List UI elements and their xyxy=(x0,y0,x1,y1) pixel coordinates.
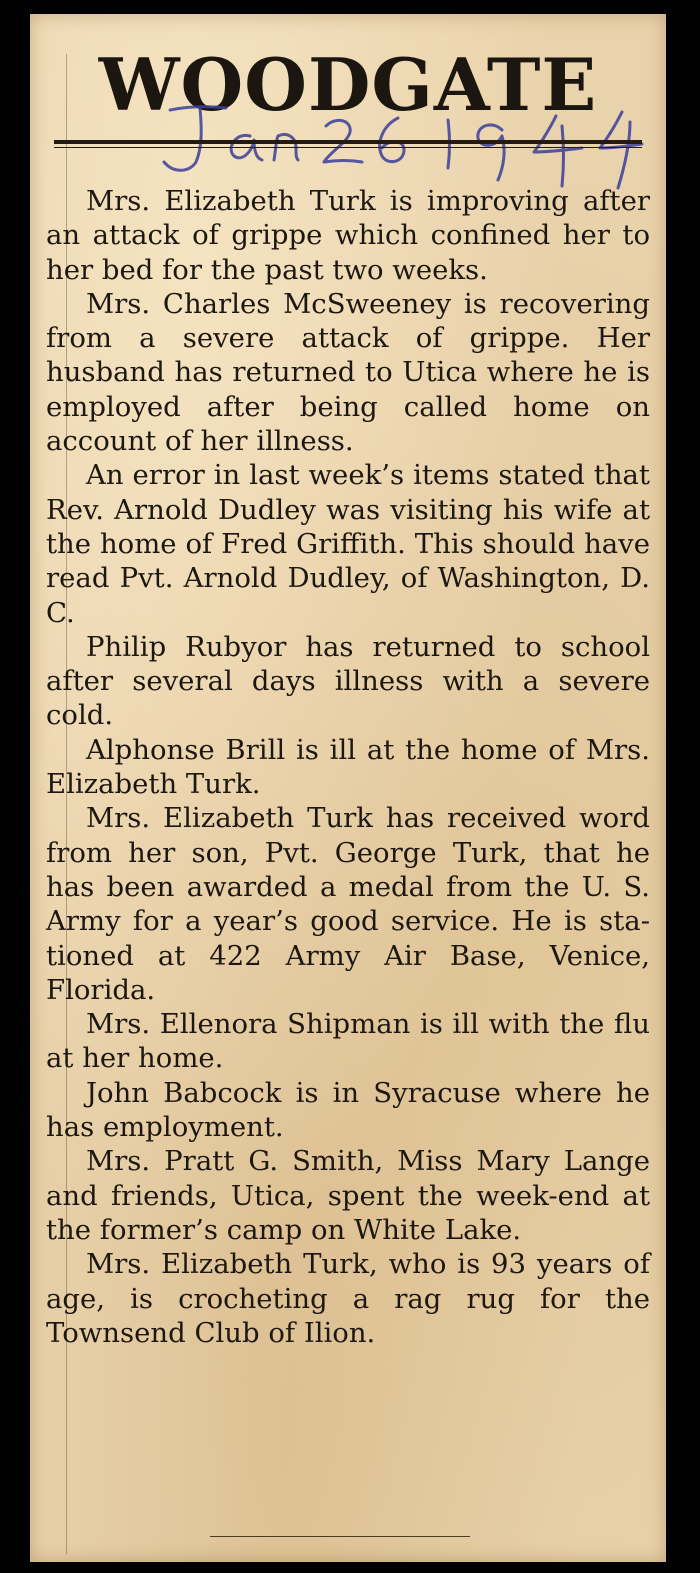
news-column xyxy=(46,184,650,1350)
news-item-5: Alphonse Brill is ill at the home of Mrs. Elizabeth Turk. xyxy=(46,733,650,801)
news-item-8: John Babcock is in Syracuse where he has employment. xyxy=(46,1076,650,1144)
news-item-2: Mrs. Charles McSweeney is recovering from a severe attack of grippe. Her husband has returned to Utica where he is employed after being called home on account of her illness. xyxy=(46,287,650,458)
news-item-3: An error in last week’s items stated that Rev. Arnold Dudley was visiting his wife at the home of Fred Griffith. This should have read Pvt. Arnold Dudley, of Washington, D. C. xyxy=(46,459,650,629)
news-item-9: Mrs. Pratt G. Smith, Miss Mary Lange and friends, Utica, spent the week-end at the former’s camp on White Lake. xyxy=(46,1145,650,1246)
masthead-title: WOODGATE xyxy=(98,42,598,127)
column-end-rule xyxy=(210,1536,470,1537)
news-item-1: Mrs. Elizabeth Turk is improving after an attack of grippe which confined her to her bed for the past two weeks. xyxy=(46,185,650,286)
news-item-10: Mrs. Elizabeth Turk, who is 93 years of age, is crocheting a rag rug for the Townsend Club of Ilion. xyxy=(46,1248,650,1349)
masthead-rule-thick xyxy=(54,140,642,144)
handwritten-date-annotation xyxy=(130,96,650,192)
news-item-7: Mrs. Ellenora Shipman is ill with the flu at her home. xyxy=(46,1008,650,1075)
news-item-4: Philip Rubyor has returned to school after several days illness with a severe cold. xyxy=(46,630,650,732)
masthead-rule-thin xyxy=(54,147,642,148)
newspaper-clipping xyxy=(30,14,666,1562)
news-item-6: Mrs. Elizabeth Turk has received word from her son, Pvt. George Turk, that he has been awarded a medal from the U. S. Army for a year’s good service. He is stationed at 422 Army Air Base, Venice, Florida. xyxy=(46,802,650,1006)
